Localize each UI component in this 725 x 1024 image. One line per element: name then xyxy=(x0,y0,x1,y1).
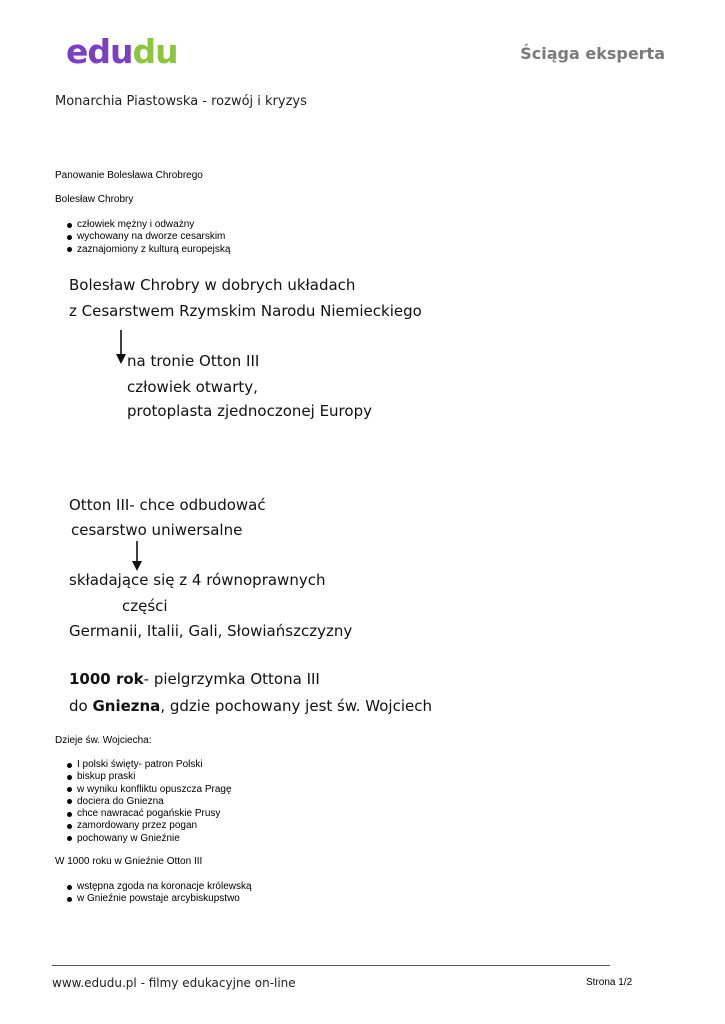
list-item: w wyniku konfliktu opuszcza Pragę xyxy=(66,784,232,796)
logo-part-du2: du xyxy=(132,32,178,71)
list-item: wstępna zgoda na koronacje królewską xyxy=(66,881,252,893)
footer-divider xyxy=(52,965,610,966)
note-line: Otton III- chce odbudować xyxy=(69,496,266,514)
logo-part-e: e xyxy=(66,32,88,71)
arrow-down-icon xyxy=(129,541,145,573)
note-text: , gdzie pochowany jest św. Wojciech xyxy=(160,697,432,715)
list-item: chce nawracać pogańskie Prusy xyxy=(66,808,232,820)
list-item: zamordowany przez pogan xyxy=(66,820,232,832)
note-text: do xyxy=(69,697,93,715)
section-heading: Panowanie Bolesława Chrobrego xyxy=(55,170,203,181)
note-line xyxy=(69,697,432,715)
note-bold: Gniezna xyxy=(92,697,161,715)
note-text: - pielgrzymka Ottona III xyxy=(143,670,320,688)
note-line: na tronie Otton III xyxy=(127,352,260,370)
note-line: z Cesarstwem Rzymskim Narodu Niemieckiego xyxy=(69,302,422,320)
note-line: części xyxy=(122,597,168,615)
note-line: Germanii, Italii, Gali, Słowiańszczyzny xyxy=(69,622,353,640)
list-item: w Gnieźnie powstaje arcybiskupstwo xyxy=(66,893,252,905)
note-line: człowiek otwarty, xyxy=(127,378,258,396)
otton-list xyxy=(66,881,252,906)
list-item: biskup praski xyxy=(66,771,232,783)
note-line: składające się z 4 równoprawnych xyxy=(69,571,326,589)
page-number: Strona 1/2 xyxy=(586,977,633,988)
note-bold: 1000 rok xyxy=(69,670,144,688)
list-item: pochowany w Gnieźnie xyxy=(66,833,232,845)
note-line: cesarstwo uniwersalne xyxy=(71,521,243,539)
note-line: Bolesław Chrobry w dobrych układach xyxy=(69,276,356,294)
footer-site-link[interactable]: www.edudu.pl - filmy edukacyjne on-line xyxy=(52,976,296,990)
note-line: protoplasta zjednoczonej Europy xyxy=(127,402,372,420)
wojciech-heading: Dzieje św. Wojciecha: xyxy=(55,735,152,746)
header-tagline: Ściąga eksperta xyxy=(520,44,665,63)
list-item: wychowany na dworze cesarskim xyxy=(66,231,230,243)
subheading: Bolesław Chrobry xyxy=(55,194,134,205)
list-item: zaznajomiony z kulturą europejską xyxy=(66,244,230,256)
logo-part-du1: du xyxy=(87,32,133,71)
traits-list xyxy=(66,219,230,256)
wojciech-list xyxy=(66,759,232,845)
list-item: I polski święty- patron Polski xyxy=(66,759,232,771)
list-item: dociera do Gniezna xyxy=(66,796,232,808)
list-item: człowiek mężny i odważny xyxy=(66,219,230,231)
note-line xyxy=(69,670,320,688)
edudu-logo[interactable] xyxy=(66,32,178,72)
otton-heading: W 1000 roku w Gnieźnie Otton III xyxy=(55,856,203,867)
page-title: Monarchia Piastowska - rozwój i kryzys xyxy=(55,94,307,109)
